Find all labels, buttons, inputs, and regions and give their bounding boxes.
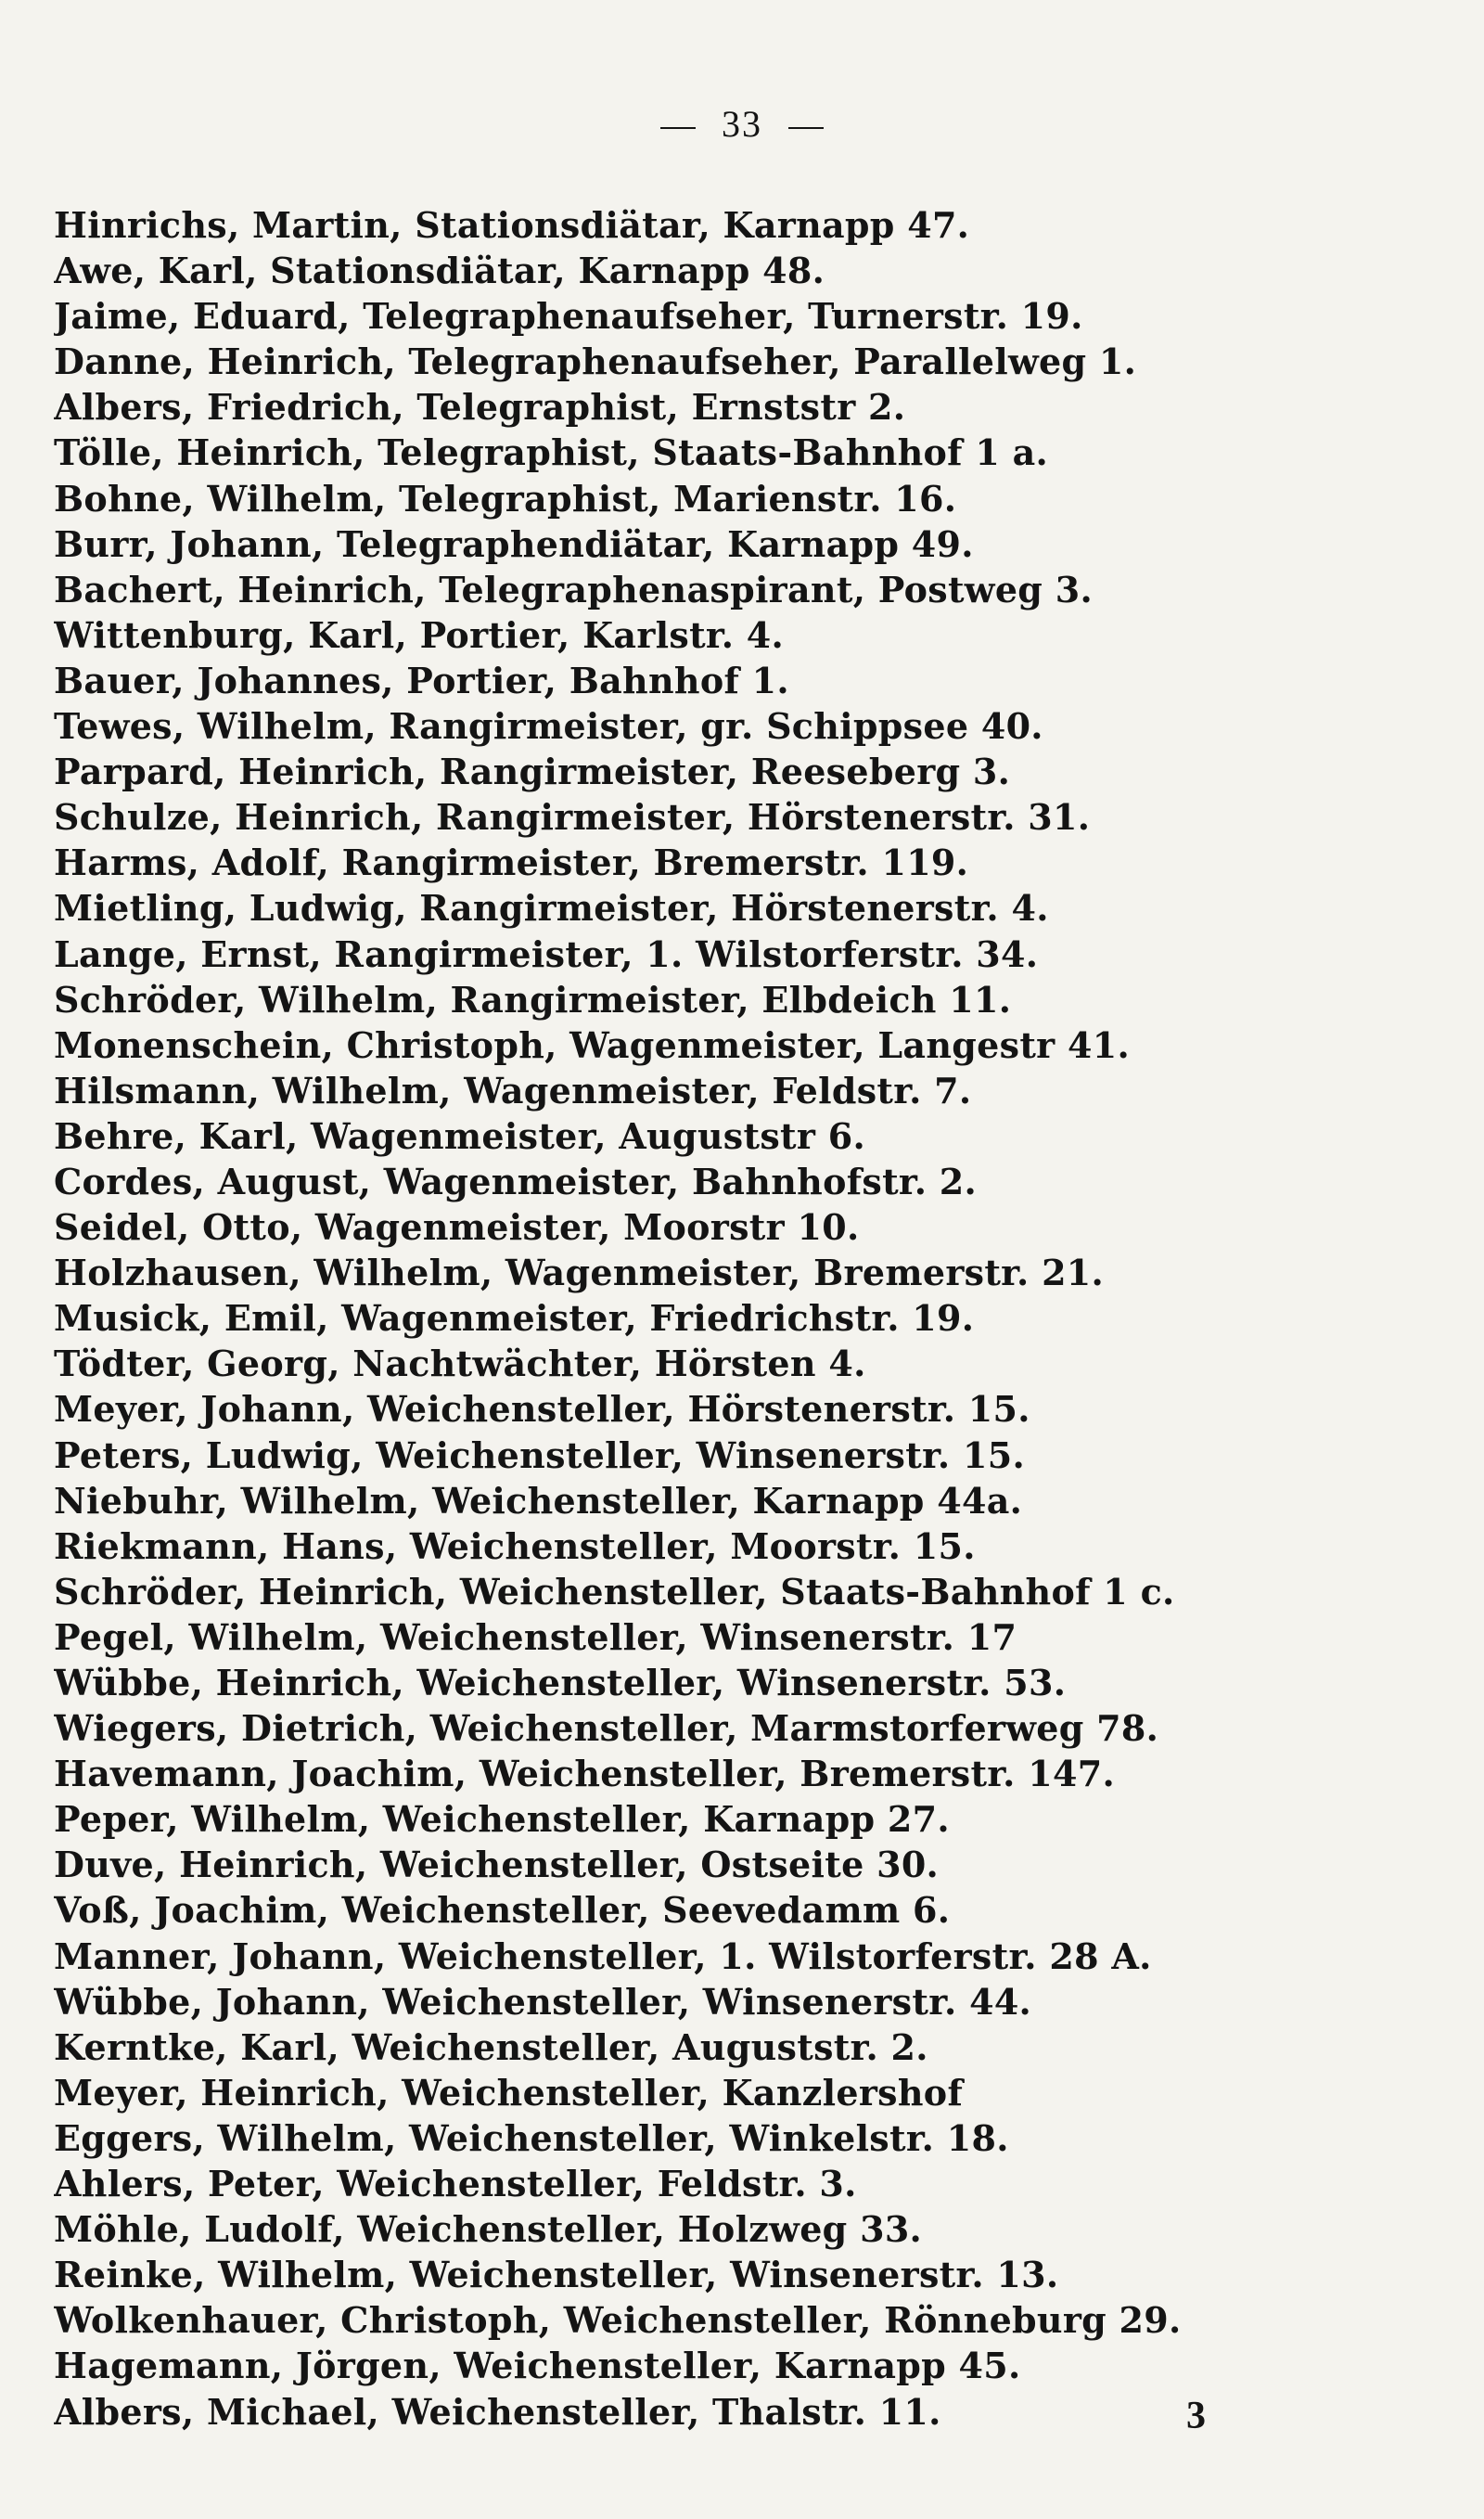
directory-entry: Burr, Johann, Telegraphendiätar, Karnapp 49. xyxy=(54,522,974,565)
directory-entry: Bohne, Wilhelm, Telegraphist, Marienstr. 16. xyxy=(54,477,957,520)
right-dash xyxy=(788,127,824,129)
directory-entry: Niebuhr, Wilhelm, Weichensteller, Karnapp 44a. xyxy=(54,1479,1023,1522)
directory-entry: Hagemann, Jörgen, Weichensteller, Karnapp 45. xyxy=(54,2345,1021,2387)
left-dash xyxy=(660,127,696,129)
directory-entry: Schulze, Heinrich, Rangirmeister, Hörstenerstr. 31. xyxy=(54,796,1091,839)
directory-entry: Wittenburg, Karl, Portier, Karlstr. 4. xyxy=(54,613,785,656)
directory-entry: Reinke, Wilhelm, Weichensteller, Winsenerstr. 13. xyxy=(54,2254,1059,2296)
directory-entry: Wübbe, Johann, Weichensteller, Winsenerstr. 44. xyxy=(54,1980,1032,2023)
directory-entry: Voß, Joachim, Weichensteller, Seevedamm 6. xyxy=(54,1889,951,1932)
directory-entry: Riekmann, Hans, Weichensteller, Moorstr. 15. xyxy=(54,1524,976,1567)
directory-entry: Harms, Adolf, Rangirmeister, Bremerstr. 119. xyxy=(54,842,969,884)
signature-mark: 3 xyxy=(1186,2395,1206,2437)
directory-entry: Peters, Ludwig, Weichensteller, Winsenerstr. 15. xyxy=(54,1433,1025,1476)
directory-entry: Parpard, Heinrich, Rangirmeister, Reeseberg 3. xyxy=(54,751,1011,793)
directory-entry: Möhle, Ludolf, Weichensteller, Holzweg 33. xyxy=(54,2208,923,2251)
directory-entry: Manner, Johann, Weichensteller, 1. Wilstorferstr. 28 A. xyxy=(54,1934,1152,1977)
directory-entry: Tödter, Georg, Nachtwächter, Hörsten 4. xyxy=(54,1343,866,1385)
directory-entry: Albers, Michael, Weichensteller, Thalstr. 11. xyxy=(54,2390,941,2433)
directory-entry: Awe, Karl, Stationsdiätar, Karnapp 48. xyxy=(54,250,825,292)
directory-entry: Cordes, August, Wagenmeister, Bahnhofstr. 2. xyxy=(54,1160,978,1202)
directory-list xyxy=(54,202,1445,2435)
directory-entry: Holzhausen, Wilhelm, Wagenmeister, Bremerstr. 21. xyxy=(54,1252,1105,1294)
directory-entry: Mietling, Ludwig, Rangirmeister, Hörstenerstr. 4. xyxy=(54,887,1049,930)
directory-entry: Duve, Heinrich, Weichensteller, Ostseite 30. xyxy=(54,1844,940,1886)
directory-entry: Schröder, Heinrich, Weichensteller, Staats-Bahnhof 1 c. xyxy=(54,1570,1175,1613)
directory-entry: Eggers, Wilhelm, Weichensteller, Winkelstr. 18. xyxy=(54,2116,1009,2159)
directory-entry: Hinrichs, Martin, Stationsdiätar, Karnapp 47. xyxy=(54,204,970,246)
directory-entry: Behre, Karl, Wagenmeister, Auguststr 6. xyxy=(54,1114,865,1157)
directory-entry: Meyer, Johann, Weichensteller, Hörstenerstr. 15. xyxy=(54,1388,1030,1431)
directory-entry: Wolkenhauer, Christoph, Weichensteller, Rönneburg 29. xyxy=(54,2299,1182,2342)
directory-entry: Musick, Emil, Wagenmeister, Friedrichstr. 19. xyxy=(54,1297,975,1340)
directory-entry: Kerntke, Karl, Weichensteller, Auguststr. 2. xyxy=(54,2025,928,2068)
directory-entry: Lange, Ernst, Rangirmeister, 1. Wilstorferstr. 34. xyxy=(54,932,1039,975)
directory-entry: Albers, Friedrich, Telegraphist, Ernststr 2. xyxy=(54,386,906,429)
directory-entry: Wübbe, Heinrich, Weichensteller, Winsenerstr. 53. xyxy=(54,1662,1067,1703)
directory-entry: Tewes, Wilhelm, Rangirmeister, gr. Schippsee 40. xyxy=(54,705,1043,748)
directory-entry: Tölle, Heinrich, Telegraphist, Staats-Bahnhof 1 a. xyxy=(54,431,1049,474)
directory-entry: Bauer, Johannes, Portier, Bahnhof 1. xyxy=(54,659,789,701)
directory-entry: Meyer, Heinrich, Weichensteller, Kanzlershof xyxy=(54,2071,964,2114)
page-header xyxy=(0,102,1484,146)
directory-entry: Havemann, Joachim, Weichensteller, Bremerstr. 147. xyxy=(54,1753,1115,1795)
directory-entry: Schröder, Wilhelm, Rangirmeister, Elbdeich 11. xyxy=(54,978,1012,1021)
directory-entry: Jaime, Eduard, Telegraphenaufseher, Turnerstr. 19. xyxy=(54,295,1083,338)
directory-entry: Seidel, Otto, Wagenmeister, Moorstr 10. xyxy=(54,1206,860,1249)
directory-entry: Wiegers, Dietrich, Weichensteller, Marmstorferweg 78. xyxy=(54,1707,1159,1750)
directory-entry: Peper, Wilhelm, Weichensteller, Karnapp 27. xyxy=(54,1798,950,1841)
page-number: 33 xyxy=(722,103,762,145)
directory-entry: Ahlers, Peter, Weichensteller, Feldstr. 3. xyxy=(54,2163,857,2205)
directory-entry: Monenschein, Christoph, Wagenmeister, Langestr 41. xyxy=(54,1023,1131,1066)
directory-entry: Bachert, Heinrich, Telegraphenaspirant, Postweg 3. xyxy=(54,568,1093,610)
directory-entry: Hilsmann, Wilhelm, Wagenmeister, Feldstr. 7. xyxy=(54,1069,972,1112)
directory-entry: Danne, Heinrich, Telegraphenaufseher, Parallelweg 1. xyxy=(54,341,1137,383)
directory-entry: Pegel, Wilhelm, Weichensteller, Winsenerstr. 17 xyxy=(54,1615,1017,1658)
